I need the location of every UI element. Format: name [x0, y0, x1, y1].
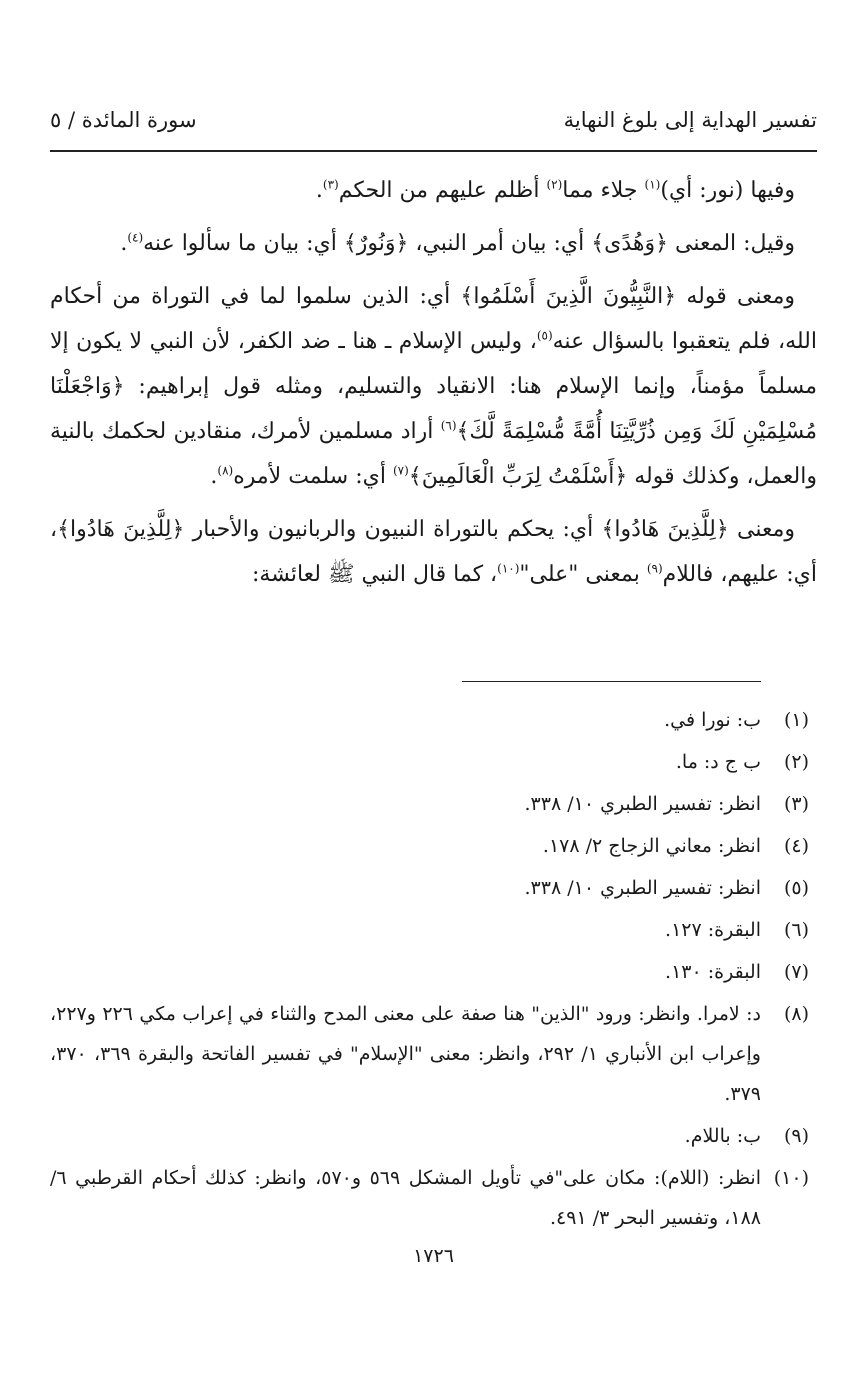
footnote: [50, 1158, 809, 1238]
page-number: ١٧٢٦: [413, 1245, 454, 1267]
footnote-text: ب: باللام.: [684, 1125, 761, 1147]
surah-label: سورة المائدة / ٥: [50, 108, 197, 132]
footnote: [50, 784, 809, 824]
footnote: [50, 952, 809, 992]
footnote-number: (١): [783, 709, 809, 731]
footnote-number: (٣): [783, 793, 809, 815]
text-run: أظلم عليهم من الحكم: [338, 178, 547, 203]
footnote-number: (٨): [783, 1003, 809, 1025]
text-run: .: [315, 178, 323, 203]
text-run: ومعنى ﴿لِلَّذِينَ هَادُوا﴾ أي: يحكم بالتوراة النبيون والربانيون والأحبار ﴿لِلَّذِينَ هَادُوا﴾، أي: عليهم، فاللام: [50, 517, 817, 587]
text-run: ، وليس الإسلام ـ هنا ـ ضد الكفر، لأن النبي لا يكون إلا مسلماً مؤمناً، وإنما الإسلام هنا: الانقياد والتسليم، ومثله قول إبراهيم: ﴿وَاجْعَلْنَا مُسْلِمَيْنِ لَكَ وَمِن ذُرِّيَّتِنَا أُمَّةً مُّسْلِمَةً لَّكَ﴾: [50, 329, 817, 444]
footnote-text: ب: نورا في.: [664, 709, 761, 731]
footnote-ref: (٤): [127, 230, 144, 245]
footnote-ref: (٨): [217, 463, 234, 478]
footnotes: [50, 700, 809, 1240]
footnote-text: د: لامرا. وانظر: ورود "الذين" هنا صفة على معنى المدح والثناء في إعراب مكي ٢٢٦ و٢٢٧، وإعراب ابن الأنباري ١/ ٢٩٢، وانظر: معنى "الإسلام" في تفسير الفاتحة والبقرة ٣٦٩، ٣٧٠، ٣٧٩.: [50, 1003, 761, 1105]
footnote-ref: (٥): [536, 328, 553, 343]
footnote-text: البقرة: ١٢٧.: [665, 919, 761, 941]
book-title: تفسير الهداية إلى بلوغ النهاية: [563, 108, 817, 132]
footnote-ref: (٧): [392, 463, 409, 478]
text-run: ، كما قال النبي ﷺ لعائشة:: [252, 562, 498, 587]
footnote-text: ب ج د: ما.: [675, 751, 761, 773]
footnote: [50, 868, 809, 908]
footnote-number: (٢): [783, 751, 809, 773]
text-run: ومعنى قوله ﴿النَّبِيُّونَ الَّذِينَ أَسْلَمُوا﴾ أي: الذين سلموا لما في التوراة من أحكام الله، فلم يتعقبوا بالسؤال عنه: [50, 284, 817, 354]
text-run: وقيل: المعنى ﴿وَهُدًى﴾ أي: بيان أمر النبي، ﴿وَنُورٌ﴾ أي: بيان ما سألوا عنه: [143, 231, 795, 256]
text-run: .: [210, 464, 218, 489]
paragraph-2: [50, 221, 817, 266]
footnote: [50, 742, 809, 782]
text-run: أي: سلمت لأمره: [233, 464, 393, 489]
footnote: [50, 994, 809, 1114]
footnote-number: (٥): [783, 877, 809, 899]
footnote-ref: (٩): [646, 561, 663, 576]
footnote: [50, 700, 809, 740]
main-text: [50, 168, 817, 605]
footnote: [50, 826, 809, 866]
footnote-text: انظر: تفسير الطبري ١٠/ ٣٣٨.: [524, 877, 761, 899]
footnote-text: انظر: معاني الزجاج ٢/ ١٧٨.: [542, 835, 761, 857]
footnote-text: انظر: تفسير الطبري ١٠/ ٣٣٨.: [524, 793, 761, 815]
text-run: .: [120, 231, 128, 256]
footnote-number: (٦): [783, 919, 809, 941]
text-run: أراد مسلمين لأمرك، منقادين لحكمك بالنية والعمل، وكذلك قوله ﴿أَسْلَمْتُ لِرَبِّ الْعَالَمِينَ﴾: [50, 419, 817, 489]
footnote-ref: (٣): [322, 177, 339, 192]
footnote-divider: [462, 681, 761, 682]
header-divider: [50, 150, 817, 152]
footnote-ref: (١٠): [497, 561, 520, 576]
footnote-ref: (٦): [440, 418, 457, 433]
footnote-number: (٧): [783, 961, 809, 983]
paragraph-3: [50, 274, 817, 499]
footnote: [50, 1116, 809, 1156]
text-run: جلاء مما: [562, 178, 645, 203]
paragraph-1: [50, 168, 817, 213]
footnote-text: انظر: (اللام): مكان على"في تأويل المشكل ٥٦٩ و٥٧٠، وانظر: كذلك أحكام القرطبي ٦/ ١٨٨، وتفسير البحر ٣/ ٤٩١.: [50, 1167, 761, 1229]
running-header: [50, 108, 817, 144]
footnote-number: (١٠): [773, 1167, 809, 1189]
footnote-ref: (١): [644, 177, 661, 192]
footnote-number: (٩): [783, 1125, 809, 1147]
footnote-text: البقرة: ١٣٠.: [665, 961, 761, 983]
text-run: وفيها (نور: أي): [660, 178, 795, 203]
footnote-ref: (٢): [546, 177, 563, 192]
paragraph-4: [50, 507, 817, 597]
footnote-number: (٤): [783, 835, 809, 857]
footnote: [50, 910, 809, 950]
text-run: بمعنى "على": [519, 562, 647, 587]
